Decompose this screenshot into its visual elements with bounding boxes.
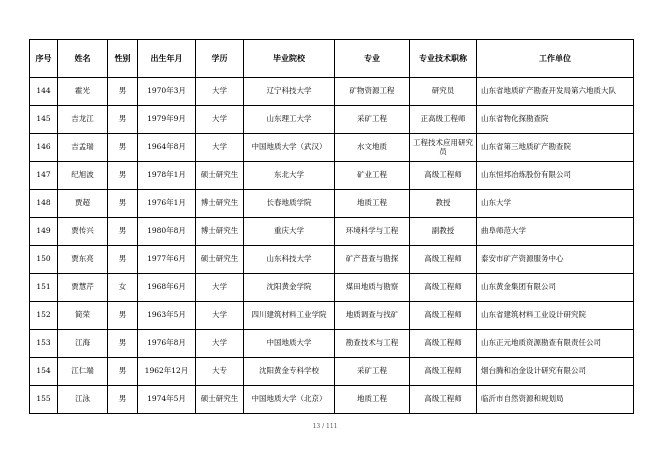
table-row [30, 330, 634, 358]
cell-title: 高级工程师 [410, 246, 477, 274]
cell-name: 贾传兴 [58, 218, 108, 246]
cell-education: 博士研究生 [196, 190, 244, 218]
cell-major: 水文地质 [335, 134, 410, 162]
cell-birth: 1976年1月 [138, 190, 196, 218]
cell-education: 大学 [196, 134, 244, 162]
cell-school: 沈阳黄金学院 [244, 274, 335, 302]
cell-gender: 男 [108, 134, 138, 162]
cell-employer: 山东大学 [477, 190, 634, 218]
cell-index: 149 [30, 218, 58, 246]
cell-gender: 男 [108, 386, 138, 414]
cell-name: 霍光 [58, 78, 108, 106]
cell-major: 环境科学与工程 [335, 218, 410, 246]
cell-school: 中国地质大学 [244, 330, 335, 358]
cell-birth: 1970年3月 [138, 78, 196, 106]
cell-name: 江海 [58, 330, 108, 358]
cell-birth: 1964年8月 [138, 134, 196, 162]
cell-title: 高级工程师 [410, 274, 477, 302]
cell-gender: 女 [108, 274, 138, 302]
cell-education: 大学 [196, 274, 244, 302]
table-row [30, 302, 634, 330]
cell-name: 贾慧芹 [58, 274, 108, 302]
cell-employer: 烟台腾和冶金设计研究有限公司 [477, 358, 634, 386]
table-row [30, 386, 634, 414]
cell-index: 147 [30, 162, 58, 190]
header-gender: 性别 [108, 40, 138, 78]
cell-name: 纪旭波 [58, 162, 108, 190]
cell-birth: 1978年1月 [138, 162, 196, 190]
header-title: 专业技术职称 [410, 40, 477, 78]
cell-employer: 山东省物化探勘查院 [477, 106, 634, 134]
header-name: 姓名 [58, 40, 108, 78]
cell-birth: 1962年12月 [138, 358, 196, 386]
cell-title: 研究员 [410, 78, 477, 106]
cell-major: 地质工程 [335, 386, 410, 414]
cell-index: 153 [30, 330, 58, 358]
table-row [30, 218, 634, 246]
page-number: 13 / 111 [312, 423, 338, 430]
cell-employer: 泰安市矿产资源服务中心 [477, 246, 634, 274]
cell-birth: 1977年6月 [138, 246, 196, 274]
header-education: 学历 [196, 40, 244, 78]
cell-employer: 山东省建筑材料工业设计研究院 [477, 302, 634, 330]
cell-title: 高级工程师 [410, 302, 477, 330]
cell-name: 江仁端 [58, 358, 108, 386]
cell-education: 大专 [196, 358, 244, 386]
header-major: 专业 [335, 40, 410, 78]
cell-gender: 男 [108, 302, 138, 330]
cell-school: 东北大学 [244, 162, 335, 190]
table-row [30, 358, 634, 386]
cell-birth: 1980年8月 [138, 218, 196, 246]
cell-education: 博士研究生 [196, 218, 244, 246]
table-row [30, 78, 634, 106]
cell-school: 山东科技大学 [244, 246, 335, 274]
cell-major: 采矿工程 [335, 358, 410, 386]
cell-education: 大学 [196, 330, 244, 358]
cell-index: 144 [30, 78, 58, 106]
cell-education: 硕士研究生 [196, 246, 244, 274]
cell-employer: 曲阜师范大学 [477, 218, 634, 246]
cell-school: 山东理工大学 [244, 106, 335, 134]
cell-major: 矿产普查与勘探 [335, 246, 410, 274]
cell-name: 贾东亮 [58, 246, 108, 274]
cell-index: 150 [30, 246, 58, 274]
cell-gender: 男 [108, 246, 138, 274]
cell-gender: 男 [108, 218, 138, 246]
cell-birth: 1963年5月 [138, 302, 196, 330]
table-row [30, 162, 634, 190]
cell-school: 四川建筑材料工业学院 [244, 302, 335, 330]
cell-birth: 1976年8月 [138, 330, 196, 358]
cell-gender: 男 [108, 330, 138, 358]
cell-education: 硕士研究生 [196, 386, 244, 414]
personnel-table [29, 39, 634, 414]
cell-index: 148 [30, 190, 58, 218]
cell-title: 工程技术应用研究员 [410, 134, 477, 162]
table-body [30, 78, 634, 414]
table-row [30, 246, 634, 274]
cell-gender: 男 [108, 162, 138, 190]
cell-education: 大学 [196, 302, 244, 330]
cell-name: 吉孟瑞 [58, 134, 108, 162]
cell-name: 吉龙江 [58, 106, 108, 134]
cell-birth: 1974年5月 [138, 386, 196, 414]
cell-index: 155 [30, 386, 58, 414]
cell-major: 地质调查与找矿 [335, 302, 410, 330]
cell-school: 辽宁科技大学 [244, 78, 335, 106]
cell-name: 江泳 [58, 386, 108, 414]
cell-major: 煤田地质与勘察 [335, 274, 410, 302]
cell-title: 高级工程师 [410, 162, 477, 190]
cell-title: 副教授 [410, 218, 477, 246]
cell-index: 145 [30, 106, 58, 134]
cell-employer: 山东正元地质资源勘查有限责任公司 [477, 330, 634, 358]
cell-index: 146 [30, 134, 58, 162]
cell-education: 大学 [196, 106, 244, 134]
cell-major: 矿物资源工程 [335, 78, 410, 106]
cell-gender: 男 [108, 78, 138, 106]
cell-education: 大学 [196, 78, 244, 106]
cell-title: 高级工程师 [410, 358, 477, 386]
cell-title: 教授 [410, 190, 477, 218]
cell-index: 151 [30, 274, 58, 302]
cell-school: 沈阳黄金专科学校 [244, 358, 335, 386]
cell-birth: 1979年9月 [138, 106, 196, 134]
cell-school: 重庆大学 [244, 218, 335, 246]
cell-title: 正高级工程师 [410, 106, 477, 134]
cell-gender: 男 [108, 190, 138, 218]
cell-index: 154 [30, 358, 58, 386]
header-birth: 出生年月 [138, 40, 196, 78]
header-row [30, 40, 634, 78]
cell-school: 中国地质大学（武汉） [244, 134, 335, 162]
cell-employer: 山东省第三地质矿产勘查院 [477, 134, 634, 162]
cell-gender: 男 [108, 358, 138, 386]
cell-employer: 山东省地质矿产勘查开发局第六地质大队 [477, 78, 634, 106]
header-school: 毕业院校 [244, 40, 335, 78]
cell-major: 采矿工程 [335, 106, 410, 134]
cell-education: 硕士研究生 [196, 162, 244, 190]
table-row [30, 134, 634, 162]
table-row [30, 106, 634, 134]
cell-title: 高级工程师 [410, 330, 477, 358]
cell-name: 简荣 [58, 302, 108, 330]
table-row [30, 190, 634, 218]
header-index: 序号 [30, 40, 58, 78]
cell-school: 中国地质大学（北京） [244, 386, 335, 414]
cell-employer: 山东恒邦冶炼股份有限公司 [477, 162, 634, 190]
cell-major: 矿业工程 [335, 162, 410, 190]
cell-gender: 男 [108, 106, 138, 134]
table-row [30, 274, 634, 302]
cell-birth: 1968年6月 [138, 274, 196, 302]
cell-school: 长春地质学院 [244, 190, 335, 218]
cell-major: 地质工程 [335, 190, 410, 218]
cell-name: 贾超 [58, 190, 108, 218]
header-employer: 工作单位 [477, 40, 634, 78]
cell-employer: 临沂市自然资源和规划局 [477, 386, 634, 414]
cell-major: 勘查技术与工程 [335, 330, 410, 358]
cell-title: 高级工程师 [410, 386, 477, 414]
cell-index: 152 [30, 302, 58, 330]
cell-employer: 山东黄金集团有限公司 [477, 274, 634, 302]
